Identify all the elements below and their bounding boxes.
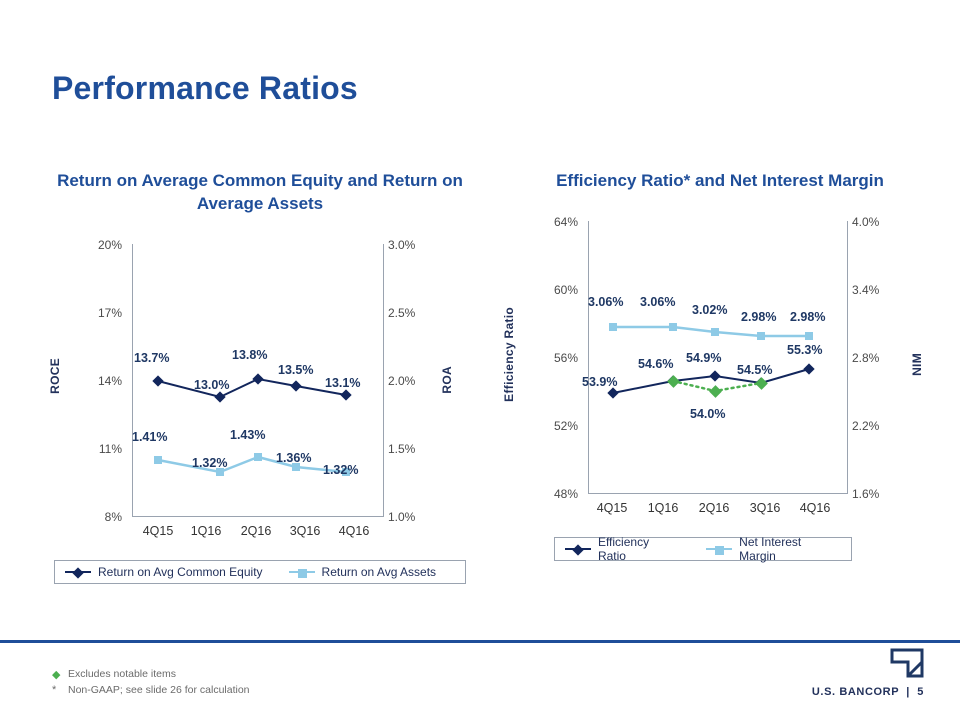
- legend-label-roce: Return on Avg Common Equity: [98, 564, 263, 579]
- datalabel-roce-3q16: 13.5%: [278, 362, 314, 377]
- chart-title-right: [500, 170, 940, 193]
- page-number: 5: [917, 686, 924, 698]
- usbancorp-logo-icon: [890, 648, 924, 678]
- datalabel-roce-4q15: 13.7%: [134, 350, 170, 365]
- ytick2-right-1-6: 1.6%: [852, 486, 880, 501]
- ytick-right-2-0: 2.0%: [388, 373, 416, 388]
- chart-area-right: [500, 214, 940, 563]
- legend-item-efficiency: [565, 535, 680, 563]
- asterisk-icon: *: [52, 684, 57, 696]
- legend-item-nim: [706, 535, 841, 563]
- legend-label-efficiency: Efficiency Ratio: [597, 534, 650, 563]
- xtick2-3q16: 3Q16: [749, 500, 781, 515]
- datalabel-roce-1q16: 13.0%: [194, 377, 230, 392]
- footnotes: [52, 668, 250, 699]
- legend-marker-efficiency-icon: [565, 548, 591, 550]
- chart-panel-roce-roa: [40, 170, 480, 578]
- legend-marker-roa-icon: [289, 571, 315, 573]
- datalabel-eff-3q16: 54.5%: [737, 362, 773, 377]
- datalabel-nim-1q16: 3.06%: [640, 294, 676, 309]
- ytick2-left-52: 52%: [553, 418, 578, 433]
- xtick-4q15: 4Q15: [142, 523, 174, 538]
- axis-title-roa: ROA: [440, 365, 454, 394]
- xtick2-1q16: 1Q16: [647, 500, 679, 515]
- ytick2-left-60: 60%: [553, 282, 578, 297]
- footnote-text: Non-GAAP; see slide 26 for calculation: [68, 684, 250, 696]
- datalabel-nim-4q16: 2.98%: [790, 309, 826, 324]
- xtick2-2q16: 2Q16: [698, 500, 730, 515]
- ytick2-right-2-2: 2.2%: [852, 418, 880, 433]
- ytick2-right-3-4: 3.4%: [852, 282, 880, 297]
- ytick2-right-4-0: 4.0%: [852, 214, 880, 229]
- ytick-left-14: 14%: [97, 373, 122, 388]
- datalabel-roa-2q16: 1.43%: [230, 427, 266, 442]
- ytick2-left-56: 56%: [553, 350, 578, 365]
- ytick-right-1-5: 1.5%: [388, 441, 416, 456]
- datalabel-roa-4q16: 1.32%: [323, 462, 359, 477]
- footer-divider: [0, 640, 960, 643]
- footnote-row: [52, 668, 250, 681]
- datalabel-roa-4q15: 1.41%: [132, 429, 168, 444]
- chart-title-left: [40, 170, 480, 216]
- ytick-right-3-0: 3.0%: [388, 237, 416, 252]
- ytick2-left-48: 48%: [553, 486, 578, 501]
- xtick-2q16: 2Q16: [240, 523, 272, 538]
- xtick2-4q16: 4Q16: [799, 500, 831, 515]
- brand-footer: [812, 686, 924, 698]
- datalabel-nim-4q15: 3.06%: [588, 294, 624, 309]
- chart-title-left-line1: Return on Average Common Equity and Return on Average Assets: [57, 171, 463, 213]
- ytick2-right-2-8: 2.8%: [852, 350, 880, 365]
- xtick-3q16: 3Q16: [289, 523, 321, 538]
- datalabel-eff-4q16: 55.3%: [787, 342, 823, 357]
- page-title: Performance Ratios: [52, 70, 358, 106]
- axis-title-roce: ROCE: [48, 357, 62, 394]
- datalabel-roa-3q16: 1.36%: [276, 450, 312, 465]
- chart-panel-efficiency-nim: [500, 170, 940, 563]
- ytick-left-8: 8%: [104, 509, 122, 524]
- legend-item-roa: [289, 565, 437, 579]
- datalabel-eff-adj-2q16: 54.0%: [690, 406, 726, 421]
- ytick-left-20: 20%: [97, 237, 122, 252]
- xtick2-4q15: 4Q15: [596, 500, 628, 515]
- axis-title-efficiency-ratio: Efficiency Ratio: [502, 306, 516, 402]
- legend-marker-nim-icon: [706, 548, 732, 550]
- axis-title-nim: NIM: [910, 352, 924, 376]
- xtick-4q16: 4Q16: [338, 523, 370, 538]
- legend-marker-roce-icon: [65, 571, 91, 573]
- xtick-1q16: 1Q16: [190, 523, 222, 538]
- diamond-icon: ◆: [52, 669, 61, 681]
- ytick-right-2-5: 2.5%: [388, 305, 416, 320]
- ytick-right-1-0: 1.0%: [388, 509, 416, 524]
- brand-separator: |: [902, 686, 914, 698]
- legend-left: [54, 560, 466, 584]
- legend-right: [554, 534, 852, 563]
- chart-area-left: [40, 238, 480, 578]
- footnote-text: Excludes notable items: [68, 668, 176, 680]
- legend-label-roa: Return on Avg Assets: [321, 564, 437, 579]
- datalabel-roce-4q16: 13.1%: [325, 375, 361, 390]
- legend-label-nim: Net Interest Margin: [739, 534, 802, 563]
- ytick-left-11: 11%: [98, 441, 122, 456]
- legend-item-roce: [65, 565, 263, 579]
- chart-title-right-text: Efficiency Ratio* and Net Interest Margin: [556, 171, 884, 190]
- datalabel-nim-3q16: 2.98%: [741, 309, 777, 324]
- datalabel-eff-4q15: 53.9%: [582, 374, 618, 389]
- datalabel-roa-1q16: 1.32%: [192, 455, 228, 470]
- ytick-left-17: 17%: [97, 305, 122, 320]
- datalabel-eff-1q16: 54.6%: [638, 356, 674, 371]
- ytick2-left-64: 64%: [553, 214, 578, 229]
- datalabel-eff-2q16: 54.9%: [686, 350, 722, 365]
- datalabel-roce-2q16: 13.8%: [232, 347, 268, 362]
- footnote-row: [52, 684, 250, 696]
- datalabel-nim-2q16: 3.02%: [692, 302, 728, 317]
- brand-name: U.S. BANCORP: [811, 686, 899, 698]
